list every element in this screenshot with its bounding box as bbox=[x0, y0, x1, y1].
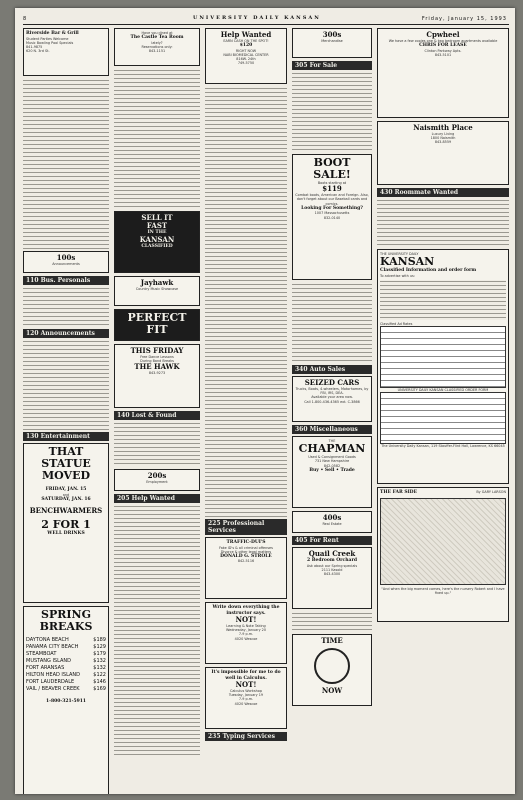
spring-price-row bbox=[26, 686, 106, 693]
seized-phone: Call 1-800-436-4365 ext. C-3866 bbox=[304, 399, 360, 404]
quail-name: Quail Creek bbox=[308, 549, 356, 558]
section-110: 110 Bus. Personals bbox=[23, 276, 109, 285]
nabi-name: NABI BIOMEDICAL CENTER bbox=[223, 52, 269, 57]
spring-price-row bbox=[26, 658, 106, 665]
perfect-fit-ad bbox=[114, 309, 200, 341]
far-side-comic bbox=[377, 487, 509, 622]
naismith-phone: 843-8559 bbox=[434, 140, 452, 145]
column-1 bbox=[23, 28, 109, 794]
section-200s-label: Employment bbox=[146, 480, 168, 484]
order-form-header: THE UNIVERSITY DAILY bbox=[380, 252, 419, 256]
traffic-line1: TRAFFIC-DUI'S bbox=[226, 540, 266, 545]
section-405: 405 For Rent bbox=[292, 536, 372, 545]
column-2-listings bbox=[114, 69, 200, 209]
section-120: 120 Announcements bbox=[23, 329, 109, 338]
spring-price: $179 bbox=[93, 651, 106, 657]
calc-line3: Calculus Workshop bbox=[229, 689, 263, 693]
this-friday-ad bbox=[114, 344, 200, 408]
riverside-phone: 841-9875 bbox=[26, 44, 43, 49]
quail-phone: 843-4300 bbox=[323, 571, 341, 576]
section-300s bbox=[292, 28, 372, 58]
perfect-fit-line2: FIT bbox=[146, 323, 168, 336]
spring-break-ad bbox=[23, 606, 109, 794]
section-205: 205 Help Wanted bbox=[114, 494, 200, 503]
page-number: 8 bbox=[23, 16, 28, 22]
cpwheel-phone: 843-5101 bbox=[434, 52, 452, 57]
jayhawk-name: Jayhawk bbox=[140, 278, 174, 287]
note-line2: NOT! bbox=[235, 615, 257, 624]
paper-name: UNIVERSITY DAILY KANSAN bbox=[193, 15, 321, 21]
boot-line1: BOOT bbox=[313, 156, 351, 169]
seized-line1: Trucks, Boats, 4-wheelers, Motorhomes, by FBI, IRS, DEA. bbox=[295, 387, 369, 396]
traffic-line3: Divorce & other legal matters bbox=[220, 549, 272, 554]
spring-price: $122 bbox=[93, 672, 106, 678]
statue-conj: and bbox=[62, 492, 70, 497]
chapman-pre: THE bbox=[328, 439, 336, 443]
nabi-line1: EARN CASH ON THE SPOT! bbox=[223, 39, 269, 43]
order-form-fill-label: UNIVERSITY DAILY KANSAN CLASSIFIED ORDER FORM bbox=[397, 388, 489, 393]
newspaper-page bbox=[15, 8, 515, 794]
order-form-rates-label: Classified Ad Rates bbox=[380, 321, 413, 326]
spring-price-row bbox=[26, 637, 106, 644]
chapman-name: CHAPMAN bbox=[298, 442, 366, 456]
calc-line2: NOT! bbox=[235, 680, 257, 689]
cpwheel-line1: We have a few copies one & two bedroom apartments available bbox=[388, 39, 498, 43]
calc-line1: It's impossible for me to do well in Calculus. bbox=[211, 670, 281, 681]
issue-date: Friday, January 15, 1993 bbox=[421, 16, 507, 22]
this-friday-line2: Free Dance Lessons bbox=[140, 355, 174, 359]
section-340: 340 Auto Sales bbox=[292, 365, 372, 374]
cpwheel-name: Cpwheel bbox=[426, 30, 460, 39]
spring-price-row bbox=[26, 644, 106, 651]
cpwheel-contact: CHRIS FOR LEASE bbox=[419, 43, 467, 49]
eagle-ad bbox=[114, 28, 200, 66]
note-place: 4020 Wescoe bbox=[234, 636, 258, 641]
column-4 bbox=[292, 28, 372, 709]
section-100s-label: Announcements bbox=[52, 262, 80, 266]
spring-price: $189 bbox=[93, 637, 106, 643]
spring-destination: STEAMBOAT bbox=[26, 651, 57, 657]
sell-it-line3: IN THE bbox=[147, 230, 167, 235]
spring-price: $132 bbox=[93, 665, 106, 671]
spring-destination: HILTON HEAD ISLAND bbox=[26, 672, 80, 678]
statue-line2: MOVED bbox=[41, 469, 91, 482]
column-4-listings bbox=[292, 283, 372, 363]
sell-it-line1: SELL IT bbox=[141, 213, 173, 222]
spring-destination: VAIL / BEAVER CREEK bbox=[26, 686, 80, 692]
naismith-line1: Luxury Living bbox=[431, 132, 455, 136]
sell-it-line5: CLASSIFIED bbox=[141, 243, 173, 249]
quail-address: 2111 Kasold bbox=[321, 567, 343, 572]
sell-it-ad bbox=[114, 211, 200, 273]
statue-ad bbox=[23, 443, 109, 603]
spring-destination: DAYTONA BEACH bbox=[26, 637, 69, 643]
nabi-help-wanted-ad bbox=[205, 28, 287, 84]
traffic-ad bbox=[205, 537, 287, 599]
statue-deal2: WELL DRINKS bbox=[47, 531, 85, 537]
eagle-phone: 843-1151 bbox=[148, 49, 166, 54]
seized-line2: Available your area now. bbox=[311, 395, 353, 400]
boot-line5: Looking For Something? bbox=[301, 205, 363, 211]
masthead-rule bbox=[23, 24, 509, 25]
section-120-listings bbox=[23, 340, 109, 430]
eagle-name: The Castle Tea Room bbox=[130, 35, 184, 41]
calc-time: 7-9 p.m. bbox=[238, 697, 254, 702]
nabi-line2: RIGHT NOW bbox=[235, 48, 257, 53]
time-line2: NOW bbox=[321, 686, 343, 695]
cpwheel-line2: Clinton Parkway Apts. bbox=[424, 48, 462, 53]
chapman-line2: Buy • Sell • Trade bbox=[309, 467, 355, 473]
chapman-address: 731 New Hampshire bbox=[314, 459, 350, 464]
quail-line2: Ask about our Spring specials bbox=[306, 563, 358, 568]
time-ad bbox=[292, 634, 372, 706]
naismith-line2: 1800 Naismith bbox=[430, 136, 456, 141]
classified-index-text bbox=[23, 79, 109, 249]
section-235: 235 Typing Services bbox=[205, 732, 287, 741]
order-form-schedule: To advertise with us: bbox=[380, 273, 415, 278]
nabi-phone: 749-5750 bbox=[237, 61, 255, 66]
nabi-address: 816W. 24th bbox=[236, 57, 256, 62]
spring-line2: BREAKS bbox=[39, 620, 93, 633]
note-line1: Write down everything the instructor says. bbox=[212, 605, 280, 616]
column-2 bbox=[114, 28, 200, 757]
order-form bbox=[377, 249, 509, 484]
order-form-title: KANSAN bbox=[380, 255, 435, 269]
eagle-line1: Have you dined at bbox=[141, 31, 173, 35]
section-100s bbox=[23, 251, 109, 273]
boot-price: $119 bbox=[322, 184, 342, 194]
column-5 bbox=[377, 28, 509, 625]
spring-phone: 1-800-321-5911 bbox=[45, 699, 87, 704]
spring-destination: FORT ARANSAS bbox=[26, 665, 65, 671]
column-3-listings bbox=[205, 87, 287, 517]
order-form-footer: The University Daily Kansan, 119 Stauffer-Flint Hall, Lawrence, KS 66045 bbox=[381, 444, 505, 449]
riverside-address: 620 N. 3rd St. bbox=[26, 49, 50, 54]
riverside-title: Riverside Bar & Grill bbox=[26, 31, 79, 36]
statue-line1: THAT STATUE bbox=[41, 445, 91, 470]
riverside-line1: Student Parties Welcome bbox=[26, 36, 69, 41]
seized-cars-ad bbox=[292, 376, 372, 422]
note-line4: Wednesday, January 20 bbox=[225, 628, 267, 633]
naismith-name: Naismith Place bbox=[413, 123, 473, 132]
boot-line2: SALE! bbox=[313, 168, 351, 181]
section-100s-number: 100s bbox=[56, 253, 76, 262]
section-130: 130 Entertainment bbox=[23, 432, 109, 441]
riverside-ad bbox=[23, 28, 109, 76]
boot-phone: 832-0140 bbox=[323, 215, 341, 220]
this-friday-phone: 843-9273 bbox=[148, 371, 166, 376]
section-140: 140 Lost & Found bbox=[114, 411, 200, 420]
section-305-listings bbox=[292, 72, 372, 152]
spring-destination: MUSTANG ISLAND bbox=[26, 658, 71, 664]
far-side-author: By GARY LARSON bbox=[476, 490, 506, 494]
section-140-listings bbox=[114, 422, 200, 467]
spring-price-row bbox=[26, 672, 106, 679]
note-taking-ad bbox=[205, 602, 287, 664]
boot-line4: Combat boots, American and Foreign. Also, don't forget about our Baseball cards and comics. bbox=[295, 193, 369, 206]
sell-it-line4: KANSAN bbox=[139, 234, 175, 244]
naismith-ad bbox=[377, 121, 509, 185]
section-305: 305 For Sale bbox=[292, 61, 372, 70]
note-time: 7-9 p.m. bbox=[238, 632, 254, 637]
section-200s bbox=[114, 469, 200, 491]
order-form-subtitle: Classified Information and order form bbox=[380, 268, 477, 274]
section-110-listings bbox=[23, 287, 109, 327]
statue-venue: BENCHWARMERS bbox=[29, 506, 103, 516]
section-300s-label: Merchandise bbox=[321, 39, 343, 43]
nabi-pay: $120 bbox=[239, 43, 253, 49]
spring-price-row bbox=[26, 665, 106, 672]
traffic-line2: Fake ID's & all criminal offenses bbox=[219, 545, 273, 550]
spring-price: $169 bbox=[93, 686, 106, 692]
section-430-listings bbox=[377, 199, 509, 247]
boot-line3: Boots starting at bbox=[317, 181, 347, 185]
section-300s-number: 300s bbox=[322, 30, 342, 39]
spring-price: $132 bbox=[93, 658, 106, 664]
ad-copy-grid[interactable] bbox=[380, 392, 506, 444]
far-side-illustration bbox=[380, 498, 506, 585]
this-friday-line1: THIS FRIDAY bbox=[130, 346, 184, 355]
far-side-caption: "And when the big moment comes, here's the nursery Robert and I have fixed up." bbox=[381, 586, 505, 595]
cpwheel-ad bbox=[377, 28, 509, 118]
statue-date2: SATURDAY, JAN. 16 bbox=[41, 496, 91, 502]
jayhawk-ad bbox=[114, 276, 200, 306]
boot-sale-ad bbox=[292, 154, 372, 280]
note-line3: Learning & Note Taking bbox=[226, 624, 266, 628]
spring-price-list bbox=[26, 637, 106, 693]
spring-price: $146 bbox=[93, 679, 106, 685]
section-400s bbox=[292, 511, 372, 533]
quail-creek-ad bbox=[292, 547, 372, 609]
spring-line1: SPRING bbox=[41, 608, 91, 621]
calculus-ad bbox=[205, 667, 287, 729]
masthead bbox=[23, 14, 511, 24]
quail-line1: 2 Bedroom Orchard bbox=[307, 558, 357, 563]
statue-deal: 2 FOR 1 bbox=[41, 518, 91, 532]
section-405-listings bbox=[292, 612, 372, 632]
time-line1: TIME bbox=[321, 636, 343, 645]
section-225: 225 Professional Services bbox=[205, 519, 287, 535]
section-400s-label: Real Estate bbox=[322, 522, 342, 526]
calc-line4: Tuesday, January 19 bbox=[228, 693, 264, 698]
spring-price-row bbox=[26, 679, 106, 686]
traffic-name: DONALD G. STROLE bbox=[220, 553, 272, 559]
chapman-line1: Used & Consignment Goods bbox=[308, 455, 356, 460]
calc-place: 4020 Wescoe bbox=[234, 701, 258, 706]
boot-address: 1007 Massachusetts bbox=[314, 211, 350, 216]
eagle-line2: lately? bbox=[151, 40, 163, 45]
chapman-ad bbox=[292, 436, 372, 508]
spring-price-row bbox=[26, 651, 106, 658]
spring-price: $129 bbox=[93, 644, 106, 650]
this-friday-name: THE HAWK bbox=[134, 362, 180, 372]
traffic-phone: 842-5116 bbox=[237, 559, 255, 564]
section-360: 360 Miscellaneous bbox=[292, 425, 372, 434]
riverside-line2: Music Bowling Pool Specials bbox=[26, 40, 74, 45]
statue-date1: FRIDAY, JAN. 15 bbox=[45, 487, 87, 492]
column-3 bbox=[205, 28, 287, 743]
section-200s-number: 200s bbox=[147, 471, 167, 480]
spring-destination: PANAMA CITY BEACH bbox=[26, 644, 79, 650]
section-205-listings bbox=[114, 505, 200, 755]
section-400s-number: 400s bbox=[322, 513, 342, 522]
section-430: 430 Roommate Wanted bbox=[377, 188, 509, 197]
eagle-line3: Reservations only: bbox=[141, 44, 173, 49]
seized-title: SEIZED CARS bbox=[304, 378, 360, 387]
order-form-info bbox=[380, 280, 506, 320]
chapman-phone: 842-0582 bbox=[323, 463, 341, 468]
jayhawk-line1: Country Music Showcase bbox=[135, 287, 179, 291]
sell-it-line2: FAST bbox=[146, 221, 168, 230]
spring-destination: FORT LAUDERDALE bbox=[26, 679, 75, 685]
rates-table bbox=[380, 326, 506, 388]
perfect-fit-line1: PERFECT bbox=[127, 311, 187, 324]
nabi-title: Help Wanted bbox=[220, 30, 272, 39]
clock-icon bbox=[314, 648, 350, 684]
this-friday-line3: During Band Breaks bbox=[140, 359, 174, 364]
far-side-title: THE FAR SIDE bbox=[380, 490, 418, 495]
